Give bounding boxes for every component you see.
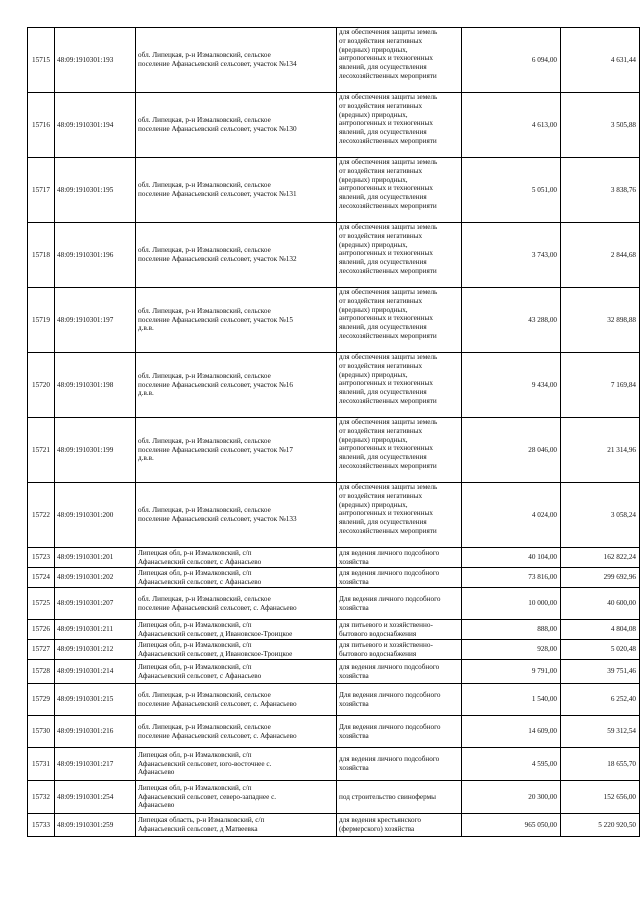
address-cell bbox=[136, 483, 337, 548]
land-use-line: от воздействия негативных bbox=[339, 231, 423, 240]
land-use-cell bbox=[337, 28, 462, 93]
land-use-cell bbox=[337, 93, 462, 158]
row-number-cell: 15729 bbox=[28, 684, 55, 716]
land-use-line: Для ведения личного подсобного bbox=[339, 722, 441, 731]
land-use-cell bbox=[337, 548, 462, 568]
land-use-cell bbox=[337, 684, 462, 716]
area-cell: 4 024,00 bbox=[462, 483, 561, 548]
land-use-line: от воздействия негативных bbox=[339, 361, 423, 370]
row-number-cell: 15731 bbox=[28, 748, 55, 781]
address-cell bbox=[136, 814, 337, 837]
cadastral-value-cell: 6 252,40 bbox=[561, 684, 640, 716]
cadastral-value-cell: 18 655,70 bbox=[561, 748, 640, 781]
area-cell: 40 104,00 bbox=[462, 548, 561, 568]
land-use-line: явлений, для осуществления bbox=[339, 193, 427, 202]
table-row bbox=[28, 158, 640, 223]
cadastral-value-cell: 152 656,00 bbox=[561, 781, 640, 814]
cadastral-number-cell: 48:09:1910301:196 bbox=[55, 223, 136, 288]
address-line: обл. Липецкая, р-н Измалковский, сельское bbox=[138, 51, 271, 60]
table-row bbox=[28, 93, 640, 158]
table-row bbox=[28, 28, 640, 93]
row-number-cell: 15718 bbox=[28, 223, 55, 288]
cadastral-number-cell: 48:09:1910301:254 bbox=[55, 781, 136, 814]
land-use-line: для обеспечения защиты земель bbox=[339, 158, 438, 166]
land-use-line: (вредных) природных, bbox=[339, 110, 408, 119]
land-use-line: для обеспечения защиты земель bbox=[339, 93, 438, 101]
address-cell bbox=[136, 418, 337, 483]
area-cell: 43 288,00 bbox=[462, 288, 561, 353]
table-row bbox=[28, 660, 640, 684]
land-use-line: лесохозяйственных мероприяти bbox=[339, 71, 437, 80]
address-line: Афанасьево bbox=[138, 801, 175, 810]
area-cell: 4 613,00 bbox=[462, 93, 561, 158]
address-cell bbox=[136, 781, 337, 814]
address-line: поселение Афанасьевский сельсовет, с. Афанасьево bbox=[138, 603, 297, 612]
land-use-line: хозяйства bbox=[339, 764, 369, 772]
land-use-cell bbox=[337, 288, 462, 353]
land-use-cell bbox=[337, 418, 462, 483]
land-use-cell bbox=[337, 568, 462, 588]
row-number-cell: 15715 bbox=[28, 28, 55, 93]
cadastral-number-cell: 48:09:1910301:214 bbox=[55, 660, 136, 684]
address-line: Афанасьевский сельсовет, с Афанасьево bbox=[138, 557, 262, 566]
table-row bbox=[28, 548, 640, 568]
land-use-line: для обеспечения защиты земель bbox=[339, 353, 438, 361]
address-line: поселение Афанасьевский сельсовет, с. Афанасьево bbox=[138, 699, 297, 708]
cadastral-value-cell: 4 631,44 bbox=[561, 28, 640, 93]
address-line: обл. Липецкая, р-н Измалковский, сельское bbox=[138, 181, 271, 190]
address-cell bbox=[136, 28, 337, 93]
table-row bbox=[28, 418, 640, 483]
cadastral-value-cell: 3 838,76 bbox=[561, 158, 640, 223]
cadastral-number-cell: 48:09:1910301:211 bbox=[55, 620, 136, 640]
land-use-line: для ведения личного подсобного bbox=[339, 568, 440, 577]
cadastral-value-cell: 40 600,00 bbox=[561, 588, 640, 620]
land-plots-table bbox=[27, 27, 640, 837]
row-number-cell: 15728 bbox=[28, 660, 55, 684]
address-cell bbox=[136, 158, 337, 223]
land-use-line: явлений, для осуществления bbox=[339, 453, 427, 462]
land-use-line: для обеспечения защиты земель bbox=[339, 28, 438, 36]
area-cell: 928,00 bbox=[462, 640, 561, 660]
address-line: поселение Афанасьевский сельсовет, участок №132 bbox=[138, 255, 297, 263]
cadastral-value-cell: 3 058,24 bbox=[561, 483, 640, 548]
address-line: д.в.в. bbox=[138, 389, 154, 398]
address-cell bbox=[136, 620, 337, 640]
land-use-cell bbox=[337, 158, 462, 223]
land-use-line: (вредных) природных, bbox=[339, 175, 408, 184]
cadastral-number-cell: 48:09:1910301:259 bbox=[55, 814, 136, 837]
land-use-line: антропогенных и техногенных bbox=[339, 509, 433, 518]
address-line: поселение Афанасьевский сельсовет, с. Афанасьево bbox=[138, 731, 297, 740]
cadastral-value-cell: 5 020,48 bbox=[561, 640, 640, 660]
address-line: Афанасьевский сельсовет, д Ивановское-Троицкое bbox=[138, 649, 293, 658]
address-line: д.в.в. bbox=[138, 454, 154, 463]
cadastral-number-cell: 48:09:1910301:200 bbox=[55, 483, 136, 548]
land-use-cell bbox=[337, 781, 462, 814]
table-body bbox=[28, 28, 640, 837]
address-line: обл. Липецкая, р-н Измалковский, сельское bbox=[138, 722, 271, 731]
cadastral-number-cell: 48:09:1910301:215 bbox=[55, 684, 136, 716]
land-use-cell bbox=[337, 716, 462, 748]
land-use-line: антропогенных и техногенных bbox=[339, 249, 433, 258]
cadastral-number-cell: 48:09:1910301:201 bbox=[55, 548, 136, 568]
land-use-line: антропогенных и техногенных bbox=[339, 184, 433, 193]
address-line: Афанасьевский сельсовет, северо-западнее с. bbox=[138, 792, 277, 801]
area-cell: 6 094,00 bbox=[462, 28, 561, 93]
address-line: Афанасьевский сельсовет, д Матвеевка bbox=[138, 825, 258, 833]
address-line: обл. Липецкая, р-н Измалковский, сельское bbox=[138, 506, 271, 515]
land-use-line: (фермерского) хозяйства bbox=[339, 825, 415, 833]
address-line: Афанасьево bbox=[138, 768, 175, 777]
table-row bbox=[28, 288, 640, 353]
land-use-cell bbox=[337, 660, 462, 684]
land-use-line: лесохозяйственных мероприяти bbox=[339, 331, 437, 340]
row-number-cell: 15730 bbox=[28, 716, 55, 748]
land-use-line: лесохозяйственных мероприяти bbox=[339, 396, 437, 405]
cadastral-value-cell: 39 751,46 bbox=[561, 660, 640, 684]
address-line: Афанасьевский сельсовет, юго-восточнее с. bbox=[138, 759, 272, 768]
area-cell: 9 791,00 bbox=[462, 660, 561, 684]
address-cell bbox=[136, 640, 337, 660]
land-use-line: от воздействия негативных bbox=[339, 166, 423, 175]
area-cell: 20 300,00 bbox=[462, 781, 561, 814]
land-use-line: для ведения личного подсобного bbox=[339, 548, 440, 557]
address-line: поселение Афанасьевский сельсовет, участок №131 bbox=[138, 190, 297, 198]
row-number-cell: 15726 bbox=[28, 620, 55, 640]
land-use-cell bbox=[337, 588, 462, 620]
address-line: Афанасьевский сельсовет, с Афанасьево bbox=[138, 671, 262, 680]
table-row bbox=[28, 748, 640, 781]
land-use-line: бытового водоснабжения bbox=[339, 649, 417, 658]
land-use-line: Для ведения личного подсобного bbox=[339, 690, 441, 699]
cadastral-number-cell: 48:09:1910301:195 bbox=[55, 158, 136, 223]
land-use-line: для питьевого и хозяйственно- bbox=[339, 640, 433, 649]
cadastral-number-cell: 48:09:1910301:198 bbox=[55, 353, 136, 418]
address-line: поселение Афанасьевский сельсовет, участок №17 bbox=[138, 445, 293, 454]
address-line: Липецкая обл, р-н Измалковский, с/п bbox=[138, 783, 252, 792]
table-row bbox=[28, 684, 640, 716]
address-cell bbox=[136, 684, 337, 716]
cadastral-number-cell: 48:09:1910301:212 bbox=[55, 640, 136, 660]
address-line: обл. Липецкая, р-н Измалковский, сельское bbox=[138, 436, 271, 445]
land-use-cell bbox=[337, 620, 462, 640]
row-number-cell: 15717 bbox=[28, 158, 55, 223]
address-line: Липецкая обл, р-н Измалковский, с/п bbox=[138, 750, 252, 759]
area-cell: 28 046,00 bbox=[462, 418, 561, 483]
address-line: поселение Афанасьевский сельсовет, участок №133 bbox=[138, 515, 297, 523]
land-use-line: явлений, для осуществления bbox=[339, 128, 427, 137]
land-use-line: от воздействия негативных bbox=[339, 101, 423, 110]
cadastral-value-cell: 299 692,96 bbox=[561, 568, 640, 588]
cadastral-value-cell: 2 844,68 bbox=[561, 223, 640, 288]
land-use-line: для ведения личного подсобного bbox=[339, 755, 440, 764]
cadastral-number-cell: 48:09:1910301:199 bbox=[55, 418, 136, 483]
address-line: обл. Липецкая, р-н Измалковский, сельское bbox=[138, 116, 271, 125]
address-line: Липецкая обл, р-н Измалковский, с/п bbox=[138, 620, 252, 629]
table-row bbox=[28, 353, 640, 418]
address-line: обл. Липецкая, р-н Измалковский, сельское bbox=[138, 371, 271, 380]
area-cell: 4 595,00 bbox=[462, 748, 561, 781]
address-line: обл. Липецкая, р-н Измалковский, сельское bbox=[138, 594, 271, 603]
area-cell: 1 540,00 bbox=[462, 684, 561, 716]
row-number-cell: 15724 bbox=[28, 568, 55, 588]
land-use-line: от воздействия негативных bbox=[339, 36, 423, 45]
row-number-cell: 15716 bbox=[28, 93, 55, 158]
cadastral-value-cell: 3 505,88 bbox=[561, 93, 640, 158]
land-use-line: хозяйства bbox=[339, 731, 369, 740]
table-row bbox=[28, 588, 640, 620]
land-use-line: хозяйства bbox=[339, 699, 369, 708]
land-use-line: хозяйства bbox=[339, 577, 369, 586]
land-use-line: хозяйства bbox=[339, 671, 369, 680]
land-use-cell bbox=[337, 483, 462, 548]
address-cell bbox=[136, 93, 337, 158]
address-line: обл. Липецкая, р-н Измалковский, сельское bbox=[138, 306, 271, 315]
land-use-line: явлений, для осуществления bbox=[339, 388, 427, 397]
row-number-cell: 15719 bbox=[28, 288, 55, 353]
row-number-cell: 15733 bbox=[28, 814, 55, 837]
cadastral-value-cell: 21 314,96 bbox=[561, 418, 640, 483]
land-use-line: антропогенных и техногенных bbox=[339, 54, 433, 63]
address-line: Липецкая область, р-н Измалковский, с/п bbox=[138, 816, 265, 825]
land-use-line: для обеспечения защиты земель bbox=[339, 483, 438, 491]
address-cell bbox=[136, 660, 337, 684]
area-cell: 5 051,00 bbox=[462, 158, 561, 223]
land-use-line: (вредных) природных, bbox=[339, 370, 408, 379]
land-use-line: (вредных) природных, bbox=[339, 435, 408, 444]
land-use-line: для обеспечения защиты земель bbox=[339, 223, 438, 231]
area-cell: 3 743,00 bbox=[462, 223, 561, 288]
address-line: Афанасьевский сельсовет, д Ивановское-Троицкое bbox=[138, 629, 293, 638]
land-use-line: лесохозяйственных мероприяти bbox=[339, 266, 437, 275]
cadastral-value-cell: 32 898,88 bbox=[561, 288, 640, 353]
area-cell: 888,00 bbox=[462, 620, 561, 640]
area-cell: 73 816,00 bbox=[462, 568, 561, 588]
land-use-line: явлений, для осуществления bbox=[339, 63, 427, 72]
land-use-line: антропогенных и техногенных bbox=[339, 314, 433, 323]
land-use-line: явлений, для осуществления bbox=[339, 323, 427, 332]
address-line: поселение Афанасьевский сельсовет, участок №15 bbox=[138, 315, 293, 324]
row-number-cell: 15723 bbox=[28, 548, 55, 568]
land-use-line: от воздействия негативных bbox=[339, 296, 423, 305]
address-cell bbox=[136, 588, 337, 620]
table-row bbox=[28, 620, 640, 640]
land-use-line: (вредных) природных, bbox=[339, 500, 408, 509]
area-cell: 14 609,00 bbox=[462, 716, 561, 748]
cadastral-number-cell: 48:09:1910301:202 bbox=[55, 568, 136, 588]
address-cell bbox=[136, 353, 337, 418]
land-use-line: под строительство свинофермы bbox=[339, 792, 436, 801]
land-use-line: для ведения крестьянского bbox=[339, 816, 421, 825]
land-use-line: для обеспечения защиты земель bbox=[339, 418, 438, 426]
table-row bbox=[28, 814, 640, 837]
cadastral-number-cell: 48:09:1910301:216 bbox=[55, 716, 136, 748]
land-use-line: лесохозяйственных мероприяти bbox=[339, 136, 437, 145]
table-row bbox=[28, 781, 640, 814]
cadastral-value-cell: 4 804,08 bbox=[561, 620, 640, 640]
land-use-line: (вредных) природных, bbox=[339, 305, 408, 314]
row-number-cell: 15722 bbox=[28, 483, 55, 548]
address-line: поселение Афанасьевский сельсовет, участок №16 bbox=[138, 380, 293, 389]
address-line: поселение Афанасьевский сельсовет, участок №130 bbox=[138, 125, 297, 133]
address-line: д.в.в. bbox=[138, 324, 154, 333]
table-row bbox=[28, 568, 640, 588]
land-use-line: для обеспечения защиты земель bbox=[339, 288, 438, 296]
address-cell bbox=[136, 223, 337, 288]
cadastral-number-cell: 48:09:1910301:217 bbox=[55, 748, 136, 781]
land-use-line: лесохозяйственных мероприяти bbox=[339, 526, 437, 535]
land-use-line: (вредных) природных, bbox=[339, 45, 408, 54]
row-number-cell: 15720 bbox=[28, 353, 55, 418]
cadastral-value-cell: 7 169,84 bbox=[561, 353, 640, 418]
address-cell bbox=[136, 748, 337, 781]
address-cell bbox=[136, 716, 337, 748]
table-row bbox=[28, 640, 640, 660]
area-cell: 9 434,00 bbox=[462, 353, 561, 418]
land-use-line: хозяйства bbox=[339, 603, 369, 612]
land-use-line: для ведения личного подсобного bbox=[339, 662, 440, 671]
land-use-line: хозяйства bbox=[339, 557, 369, 566]
land-use-line: лесохозяйственных мероприяти bbox=[339, 461, 437, 470]
land-use-line: от воздействия негативных bbox=[339, 426, 423, 435]
land-use-cell bbox=[337, 814, 462, 837]
row-number-cell: 15727 bbox=[28, 640, 55, 660]
address-line: обл. Липецкая, р-н Измалковский, сельское bbox=[138, 246, 271, 255]
table-row bbox=[28, 223, 640, 288]
address-line: Липецкая обл, р-н Измалковский, с/п bbox=[138, 568, 252, 577]
land-use-line: антропогенных и техногенных bbox=[339, 119, 433, 128]
land-use-line: бытового водоснабжения bbox=[339, 629, 417, 638]
land-use-line: (вредных) природных, bbox=[339, 240, 408, 249]
address-cell bbox=[136, 288, 337, 353]
land-use-cell bbox=[337, 353, 462, 418]
land-use-line: лесохозяйственных мероприяти bbox=[339, 201, 437, 210]
land-use-line: явлений, для осуществления bbox=[339, 518, 427, 527]
address-line: Липецкая обл, р-н Измалковский, с/п bbox=[138, 662, 252, 671]
address-line: Афанасьевский сельсовет, с Афанасьево bbox=[138, 577, 262, 586]
cadastral-number-cell: 48:09:1910301:197 bbox=[55, 288, 136, 353]
cadastral-number-cell: 48:09:1910301:207 bbox=[55, 588, 136, 620]
cadastral-value-cell: 5 220 920,50 bbox=[561, 814, 640, 837]
address-line: Липецкая обл, р-н Измалковский, с/п bbox=[138, 640, 252, 649]
table-row bbox=[28, 483, 640, 548]
cadastral-value-cell: 59 312,54 bbox=[561, 716, 640, 748]
address-line: Липецкая обл, р-н Измалковский, с/п bbox=[138, 548, 252, 557]
area-cell: 965 050,00 bbox=[462, 814, 561, 837]
row-number-cell: 15732 bbox=[28, 781, 55, 814]
address-line: поселение Афанасьевский сельсовет, участок №134 bbox=[138, 60, 297, 68]
row-number-cell: 15721 bbox=[28, 418, 55, 483]
cadastral-value-cell: 162 822,24 bbox=[561, 548, 640, 568]
address-line: обл. Липецкая, р-н Измалковский, сельское bbox=[138, 690, 271, 699]
table-row bbox=[28, 716, 640, 748]
land-use-cell bbox=[337, 748, 462, 781]
cadastral-number-cell: 48:09:1910301:194 bbox=[55, 93, 136, 158]
land-use-line: антропогенных и техногенных bbox=[339, 379, 433, 388]
row-number-cell: 15725 bbox=[28, 588, 55, 620]
land-use-line: для питьевого и хозяйственно- bbox=[339, 620, 433, 629]
land-use-cell bbox=[337, 223, 462, 288]
land-use-line: явлений, для осуществления bbox=[339, 258, 427, 267]
address-cell bbox=[136, 568, 337, 588]
land-use-line: антропогенных и техногенных bbox=[339, 444, 433, 453]
cadastral-number-cell: 48:09:1910301:193 bbox=[55, 28, 136, 93]
land-use-cell bbox=[337, 640, 462, 660]
area-cell: 10 000,00 bbox=[462, 588, 561, 620]
land-use-line: от воздействия негативных bbox=[339, 491, 423, 500]
land-use-line: Для ведения личного подсобного bbox=[339, 594, 441, 603]
address-cell bbox=[136, 548, 337, 568]
